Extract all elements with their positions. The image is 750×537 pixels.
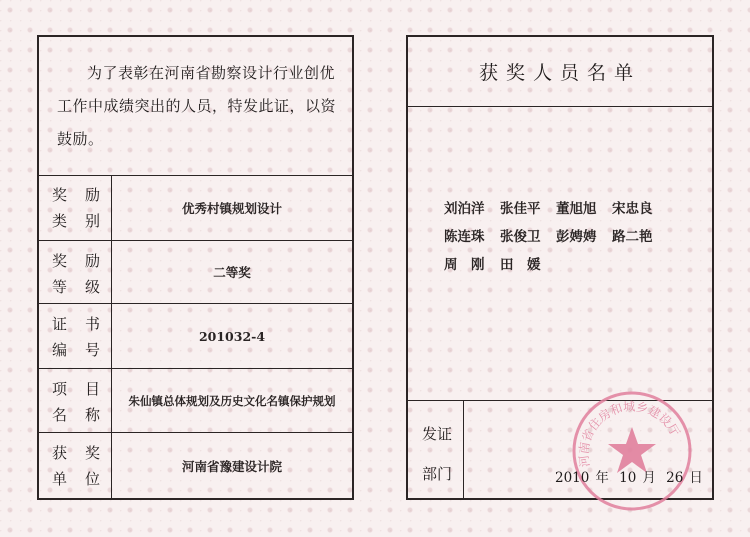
- winner-name: 彭娉娉: [556, 229, 597, 245]
- winner-name: 路二艳: [612, 229, 653, 245]
- winner-name: 张俊卫: [500, 229, 541, 245]
- names-row: [444, 223, 694, 251]
- issue-date: 2010 年 10 月 26 日: [555, 470, 703, 486]
- winner-name: 刘泊洋: [444, 201, 485, 217]
- field-label: 奖 励 类 别: [39, 176, 112, 240]
- names-row: [444, 251, 694, 279]
- seal-text: 河南省住房和城乡建设厅: [576, 399, 683, 469]
- issue-day: 26: [666, 470, 684, 486]
- roster-title: 获奖人员名单: [408, 37, 712, 107]
- field-value: 201032-4: [198, 328, 266, 344]
- official-seal-stamp: [570, 389, 694, 513]
- field-label: 项 目 名 称: [39, 369, 112, 432]
- field-award-unit: [39, 432, 352, 498]
- issue-year: 2010: [555, 470, 590, 486]
- issuer-label: 发证 部门: [408, 401, 464, 500]
- winner-name: 宋忠良: [612, 201, 653, 217]
- certificate-details-panel: [37, 35, 354, 500]
- issue-month: 10: [619, 470, 637, 486]
- field-value: 朱仙镇总体规划及历史文化名镇保护规划: [128, 393, 336, 408]
- field-certificate-number: [39, 303, 352, 368]
- intro-paragraph: 为了表彰在河南省勘察设计行业创优工作中成绩突出的人员，特发此证，以资鼓励。: [57, 64, 337, 148]
- field-label: 奖 励 等 级: [39, 241, 112, 303]
- field-value: 优秀村镇规划设计: [181, 201, 282, 216]
- field-label: 获 奖 单 位: [39, 433, 112, 498]
- intro-text: [39, 37, 352, 175]
- winner-names: [444, 195, 694, 279]
- field-label: 证 书 编 号: [39, 304, 112, 368]
- names-row: [444, 195, 694, 223]
- winners-panel: [406, 35, 714, 500]
- field-value: 河南省豫建设计院: [181, 458, 282, 474]
- field-value: 二等奖: [213, 265, 251, 280]
- winner-name: 陈连珠: [444, 229, 485, 245]
- field-project-name: [39, 368, 352, 432]
- field-award-category: [39, 175, 352, 240]
- winner-name: 田 媛: [500, 257, 541, 273]
- winner-name: 周 刚: [444, 257, 485, 273]
- field-award-level: [39, 240, 352, 303]
- winner-name: 张佳平: [500, 201, 541, 217]
- winner-name: 董旭旭: [556, 201, 597, 217]
